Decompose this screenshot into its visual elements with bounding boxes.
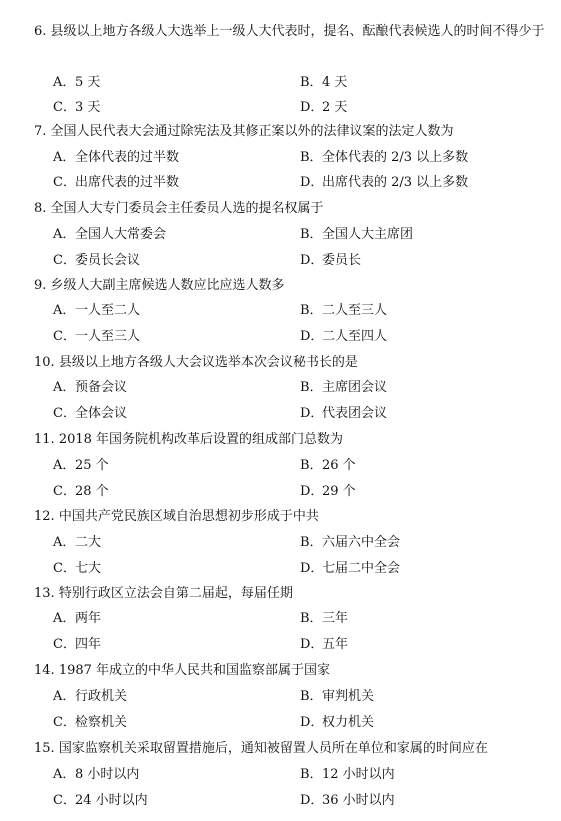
option-a <box>53 686 127 708</box>
option-text: 委员长会议 <box>75 253 141 268</box>
option-text: 28 个 <box>75 484 109 499</box>
option-text: 26 个 <box>322 458 356 473</box>
question-number: 10. <box>34 355 55 370</box>
option-d <box>300 790 395 812</box>
option-text: 25 个 <box>75 458 109 473</box>
option-letter: A． <box>53 75 76 90</box>
option-letter: C． <box>53 329 76 344</box>
option-text: 二人至三人 <box>322 303 388 318</box>
option-text: 审判机关 <box>322 689 375 704</box>
option-b <box>300 72 347 94</box>
option-b <box>300 686 374 708</box>
option-text: 出席代表的 2/3 以上多数 <box>322 175 469 190</box>
question-stem <box>34 582 553 606</box>
question-number: 11. <box>34 432 55 447</box>
option-a <box>53 532 101 554</box>
option-letter: B． <box>300 535 323 550</box>
question-text: 全国人大专门委员会主任委员人选的提名权属于 <box>50 201 324 216</box>
option-text: 二人至四人 <box>322 329 388 344</box>
option-a <box>53 147 179 169</box>
option-text: 36 小时以内 <box>322 793 395 808</box>
option-letter: D． <box>300 484 324 499</box>
question-number: 13. <box>34 586 55 601</box>
option-letter: A． <box>53 380 76 395</box>
option-text: 一人至三人 <box>75 329 141 344</box>
option-letter: A． <box>53 150 76 165</box>
option-b <box>300 764 395 786</box>
question-text: 2018 年国务院机构改革后设置的组成部门总数为 <box>58 432 344 447</box>
option-letter: D． <box>300 715 324 730</box>
option-d <box>300 97 347 119</box>
option-c <box>53 558 101 580</box>
option-letter: C． <box>53 793 76 808</box>
option-text: 二大 <box>75 535 102 550</box>
question-number: 9. <box>34 278 47 293</box>
option-text: 三年 <box>322 611 349 626</box>
option-text: 委员长 <box>322 253 362 268</box>
option-letter: C． <box>53 406 76 421</box>
option-text: 5 天 <box>75 75 101 90</box>
option-text: 四年 <box>75 637 102 652</box>
option-text: 12 小时以内 <box>322 767 395 782</box>
option-letter: A． <box>53 227 76 242</box>
option-letter: D． <box>300 561 324 576</box>
question-number: 8. <box>34 201 47 216</box>
question-text: 县级以上地方各级人大选举上一级人大代表时，提名、酝酿代表候选人的时间不得少于 <box>50 24 545 39</box>
option-text: 代表团会议 <box>322 406 388 421</box>
option-b <box>300 608 348 630</box>
option-letter: D． <box>300 793 324 808</box>
option-letter: B． <box>300 303 323 318</box>
option-a <box>53 72 100 94</box>
option-text: 全体会议 <box>75 406 128 421</box>
question-text: 乡级人大副主席候选人数应比应选人数多 <box>50 278 285 293</box>
option-letter: C． <box>53 484 76 499</box>
option-letter: A． <box>53 303 76 318</box>
option-d <box>300 712 374 734</box>
option-text: 五年 <box>322 637 349 652</box>
question-stem <box>34 737 553 761</box>
question-stem <box>34 659 553 683</box>
option-c <box>53 172 179 194</box>
option-text: 8 小时以内 <box>75 767 140 782</box>
option-a <box>53 300 140 322</box>
question-stem <box>34 351 553 375</box>
option-letter: C． <box>53 637 76 652</box>
option-d <box>300 634 348 656</box>
option-c <box>53 790 148 812</box>
question-stem <box>34 120 553 144</box>
option-text: 24 小时以内 <box>75 793 148 808</box>
option-c <box>53 97 100 119</box>
question-stem <box>34 197 553 221</box>
option-text: 全国人大常委会 <box>75 227 167 242</box>
option-text: 全体代表的 2/3 以上多数 <box>322 150 469 165</box>
option-letter: C． <box>53 100 76 115</box>
option-text: 全国人大主席团 <box>322 227 414 242</box>
option-d <box>300 250 361 272</box>
option-c <box>53 712 127 734</box>
option-letter: B． <box>300 689 323 704</box>
question-number: 7. <box>34 124 47 139</box>
option-b <box>300 224 413 246</box>
option-c <box>53 634 101 656</box>
option-d <box>300 326 387 348</box>
option-c <box>53 250 140 272</box>
option-letter: D． <box>300 406 324 421</box>
question-text: 1987 年成立的中华人民共和国监察部属于国家 <box>58 663 331 678</box>
option-c <box>53 403 127 425</box>
option-d <box>300 403 387 425</box>
option-letter: D． <box>300 175 324 190</box>
option-letter: B． <box>300 227 323 242</box>
option-text: 出席代表的过半数 <box>75 175 180 190</box>
option-a <box>53 764 139 786</box>
option-text: 检察机关 <box>75 715 128 730</box>
option-letter: C． <box>53 175 76 190</box>
option-letter: A． <box>53 535 76 550</box>
option-letter: D． <box>300 253 324 268</box>
option-letter: B． <box>300 380 323 395</box>
option-letter: D． <box>300 329 324 344</box>
question-stem <box>34 274 553 298</box>
option-b <box>300 532 400 554</box>
question-number: 14. <box>34 663 55 678</box>
option-b <box>300 455 356 477</box>
option-letter: D． <box>300 637 324 652</box>
option-letter: A． <box>53 611 76 626</box>
option-letter: C． <box>53 715 76 730</box>
option-text: 29 个 <box>322 484 356 499</box>
question-text: 特别行政区立法会自第二届起，每届任期 <box>58 586 293 601</box>
option-letter: A． <box>53 767 76 782</box>
question-number: 6. <box>34 24 47 39</box>
option-d <box>300 481 356 503</box>
question-stem <box>34 505 553 529</box>
option-letter: B． <box>300 75 323 90</box>
option-a <box>53 608 101 630</box>
question-stem <box>34 20 553 44</box>
option-text: 全体代表的过半数 <box>75 150 180 165</box>
option-letter: A． <box>53 458 76 473</box>
option-text: 主席团会议 <box>322 380 388 395</box>
question-text: 国家监察机关采取留置措施后，通知被留置人员所在单位和家属的时间应在 <box>58 741 488 756</box>
option-c <box>53 326 140 348</box>
option-letter: C． <box>53 561 76 576</box>
option-text: 一人至二人 <box>75 303 141 318</box>
option-b <box>300 377 387 399</box>
option-text: 行政机关 <box>75 689 128 704</box>
question-number: 12. <box>34 509 55 524</box>
option-text: 七届二中全会 <box>322 561 401 576</box>
option-text: 3 天 <box>75 100 101 115</box>
option-letter: A． <box>53 689 76 704</box>
option-text: 4 天 <box>322 75 348 90</box>
option-b <box>300 147 468 169</box>
option-text: 六届六中全会 <box>322 535 401 550</box>
option-letter: B． <box>300 611 323 626</box>
option-c <box>53 481 109 503</box>
option-text: 预备会议 <box>75 380 128 395</box>
option-text: 2 天 <box>322 100 348 115</box>
option-text: 权力机关 <box>322 715 375 730</box>
question-number: 15. <box>34 741 55 756</box>
option-text: 七大 <box>75 561 102 576</box>
option-a <box>53 377 127 399</box>
option-letter: D． <box>300 100 324 115</box>
option-letter: B． <box>300 767 323 782</box>
question-text: 县级以上地方各级人大会议选举本次会议秘书长的是 <box>58 355 358 370</box>
option-b <box>300 300 387 322</box>
option-d <box>300 558 400 580</box>
option-a <box>53 224 166 246</box>
option-d <box>300 172 468 194</box>
option-letter: B． <box>300 458 323 473</box>
option-letter: C． <box>53 253 76 268</box>
option-letter: B． <box>300 150 323 165</box>
question-text: 全国人民代表大会通过除宪法及其修正案以外的法律议案的法定人数为 <box>50 124 454 139</box>
question-text: 中国共产党民族区域自治思想初步形成于中共 <box>58 509 319 524</box>
option-text: 两年 <box>75 611 102 626</box>
question-stem <box>34 428 553 452</box>
option-a <box>53 455 109 477</box>
